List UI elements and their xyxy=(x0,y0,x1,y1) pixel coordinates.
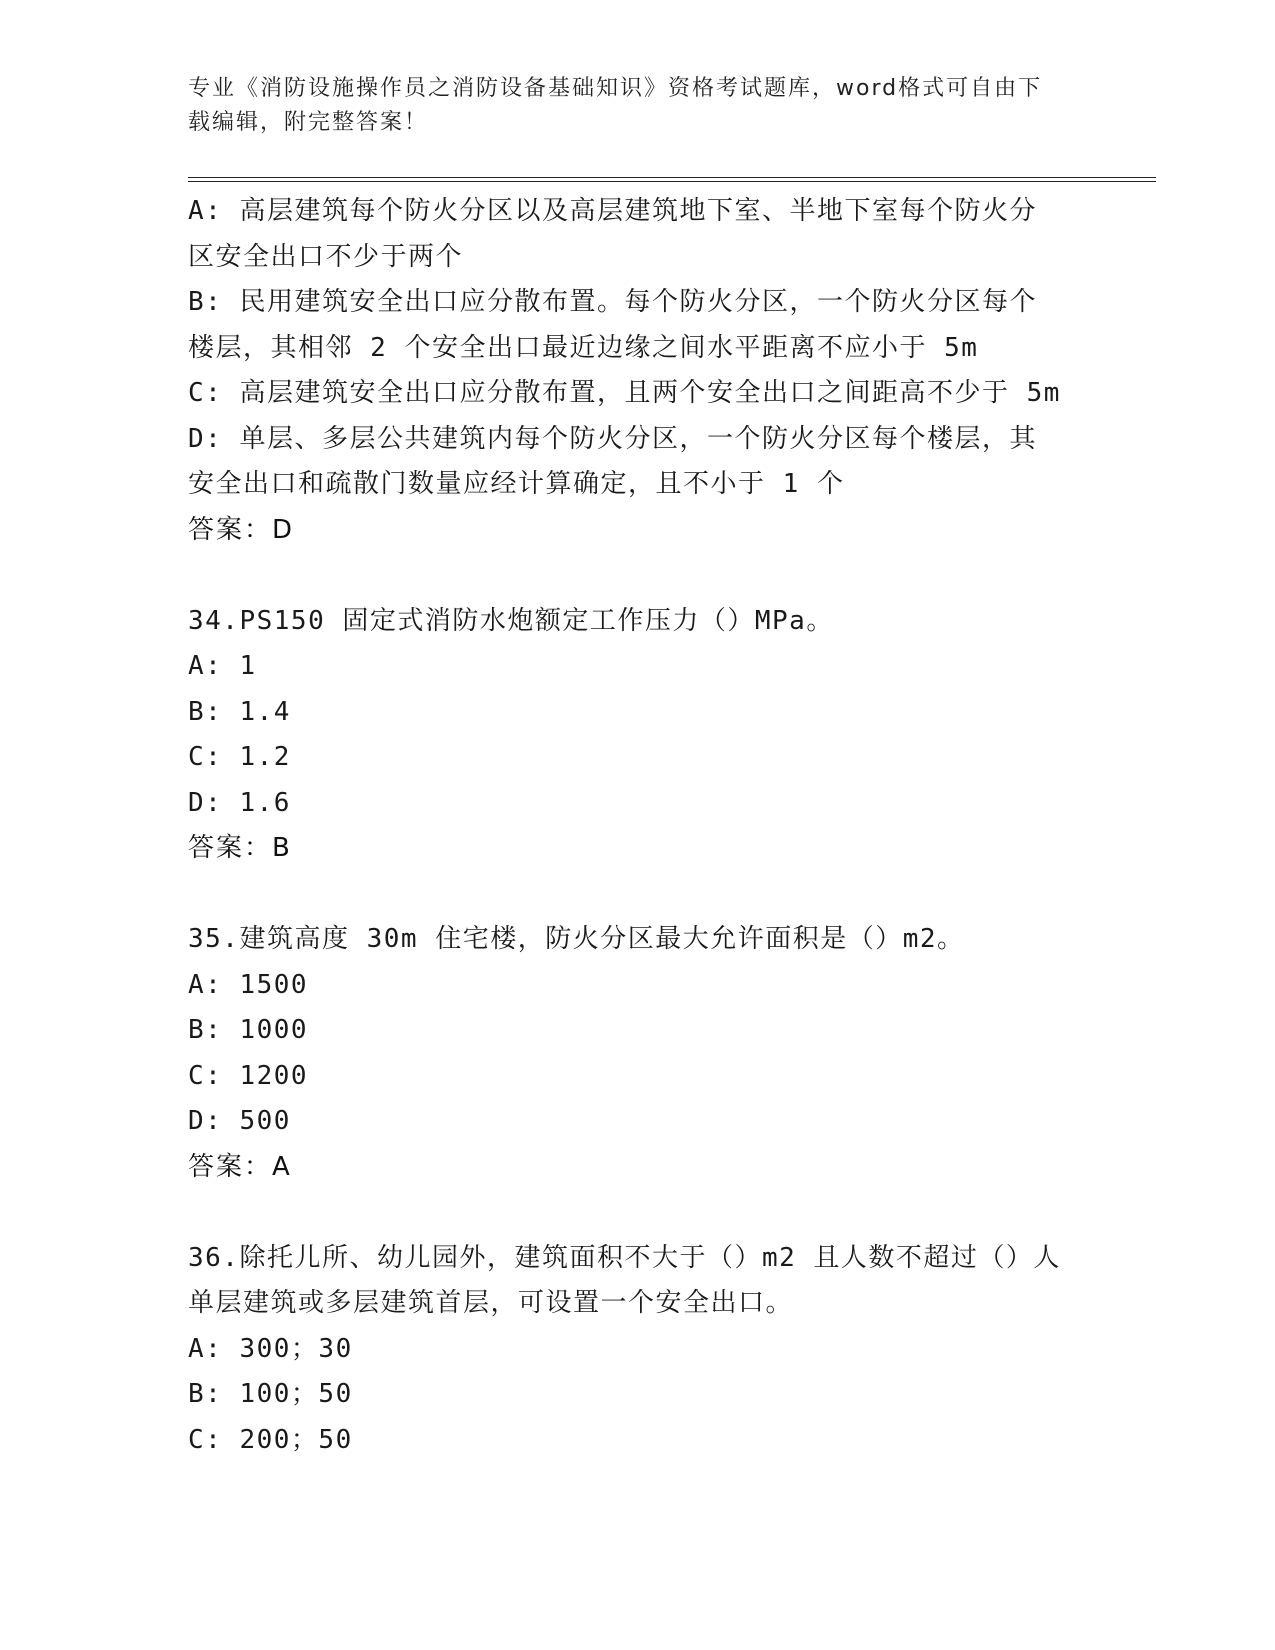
option-d: D: 1.6 xyxy=(188,787,291,818)
question-33-options xyxy=(188,189,1088,553)
option-a: A: 1 xyxy=(188,651,257,681)
option-b-line-2: 楼层，其相邻 2 个安全出口最近边缘之间水平距离不应小于 5m xyxy=(188,332,979,363)
answer-label: 答案：D xyxy=(188,514,295,545)
option-b-line-1: B: 民用建筑安全出口应分散布置。每个防火分区，一个防火分区每个 xyxy=(188,287,1037,317)
option-a: A: 300；30 xyxy=(188,1333,353,1364)
option-b: B: 1.4 xyxy=(188,696,291,727)
option-a: A: 1500 xyxy=(188,969,309,1000)
question-stem-line-1: 36.除托儿所、幼儿园外，建筑面积不大于（）m2 且人数不超过（）人 xyxy=(188,1242,1061,1273)
option-b: B: 100；50 xyxy=(188,1379,353,1409)
option-c: C: 200；50 xyxy=(188,1424,353,1455)
option-a-line-2: 区安全出口不少于两个 xyxy=(188,241,464,272)
option-c: C: 1200 xyxy=(188,1060,309,1091)
answer-label: 答案：B xyxy=(188,833,292,863)
option-d-line-1: D: 单层、多层公共建筑内每个防火分区，一个防火分区每个楼层，其 xyxy=(188,423,1037,454)
option-c: C: 1.2 xyxy=(188,742,291,772)
document-header xyxy=(188,72,1068,140)
question-stem: 34.PS150 固定式消防水炮额定工作压力（）MPa。 xyxy=(188,605,834,636)
option-b: B: 1000 xyxy=(188,1015,309,1045)
header-line-2: 载编辑，附完整答案！ xyxy=(188,110,429,135)
header-divider-bottom xyxy=(188,181,1156,182)
header-divider-top xyxy=(188,177,1156,178)
option-d-line-2: 安全出口和疏散门数量应经计算确定，且不小于 1 个 xyxy=(188,469,845,499)
option-c-line-1: C: 高层建筑安全出口应分散布置，且两个安全出口之间距高不少于 5m xyxy=(188,378,1061,408)
option-a-line-1: A: 高层建筑每个防火分区以及高层建筑地下室、半地下室每个防火分 xyxy=(188,196,1037,226)
question-stem: 35.建筑高度 30m 住宅楼，防火分区最大允许面积是（）m2。 xyxy=(188,924,965,954)
option-d: D: 500 xyxy=(188,1106,291,1136)
question-34 xyxy=(188,599,1088,872)
question-stem-line-2: 单层建筑或多层建筑首层，可设置一个安全出口。 xyxy=(188,1288,794,1318)
question-36 xyxy=(188,1236,1088,1464)
question-35 xyxy=(188,917,1088,1190)
answer-label: 答案：A xyxy=(188,1151,292,1182)
header-line-1: 专业《消防设施操作员之消防设备基础知识》资格考试题库，word格式可自由下 xyxy=(188,76,1043,101)
question-list xyxy=(188,189,1088,1463)
